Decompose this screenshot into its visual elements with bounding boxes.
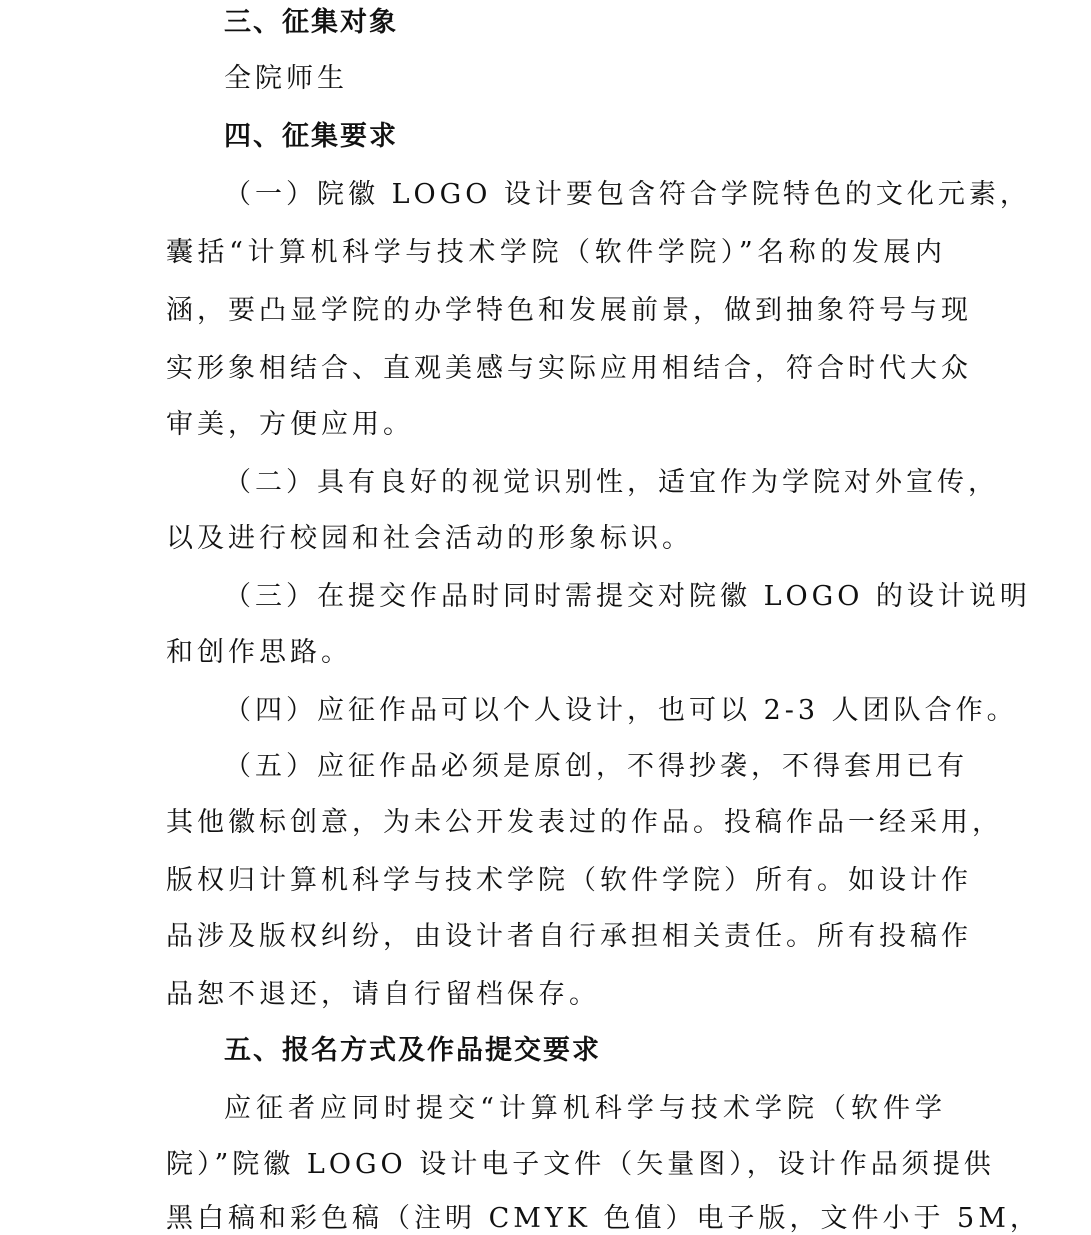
paragraph-line: 版权归计算机科学与技术学院（软件学院）所有。如设计作: [166, 865, 972, 896]
section-3-body: 全院师生: [224, 63, 348, 94]
paragraph-line: 涵，要凸显学院的办学特色和发展前景，做到抽象符号与现: [166, 295, 972, 326]
section-5-heading: 五、报名方式及作品提交要求: [224, 1035, 601, 1066]
paragraph-line: 实形象相结合、直观美感与实际应用相结合，符合时代大众: [166, 353, 972, 384]
paragraph-line: （一）院徽 LOGO 设计要包含符合学院特色的文化元素，: [224, 179, 1031, 210]
paragraph-line: 囊括“计算机科学与技术学院（软件学院）”名称的发展内: [166, 237, 946, 268]
section-4-heading: 四、征集要求: [224, 121, 398, 152]
paragraph-line: （三）在提交作品时同时需提交对院徽 LOGO 的设计说明: [224, 581, 1031, 612]
paragraph-line: 黑白稿和彩色稿（注明 CMYK 色值）电子版，文件小于 5M，: [166, 1203, 1041, 1234]
paragraph-line: 品恕不退还，请自行留档保存。: [166, 979, 600, 1010]
paragraph-line: 应征者应同时提交“计算机科学与技术学院（软件学: [224, 1093, 946, 1124]
paragraph-line: （四）应征作品可以个人设计，也可以 2-3 人团队合作。: [224, 695, 1018, 726]
paragraph-line: （五）应征作品必须是原创，不得抄袭，不得套用已有: [224, 751, 968, 782]
paragraph-line: 审美，方便应用。: [166, 409, 414, 440]
paragraph-line: 品涉及版权纠纷，由设计者自行承担相关责任。所有投稿作: [166, 921, 972, 952]
section-3-heading: 三、征集对象: [224, 7, 398, 38]
paragraph-line: 和创作思路。: [166, 637, 352, 668]
paragraph-line: 以及进行校园和社会活动的形象标识。: [166, 523, 693, 554]
paragraph-line: 其他徽标创意，为未公开发表过的作品。投稿作品一经采用，: [166, 807, 1003, 838]
paragraph-line: （二）具有良好的视觉识别性，适宜作为学院对外宣传，: [224, 467, 999, 498]
paragraph-line: 院）”院徽 LOGO 设计电子文件（矢量图），设计作品须提供: [166, 1149, 995, 1180]
